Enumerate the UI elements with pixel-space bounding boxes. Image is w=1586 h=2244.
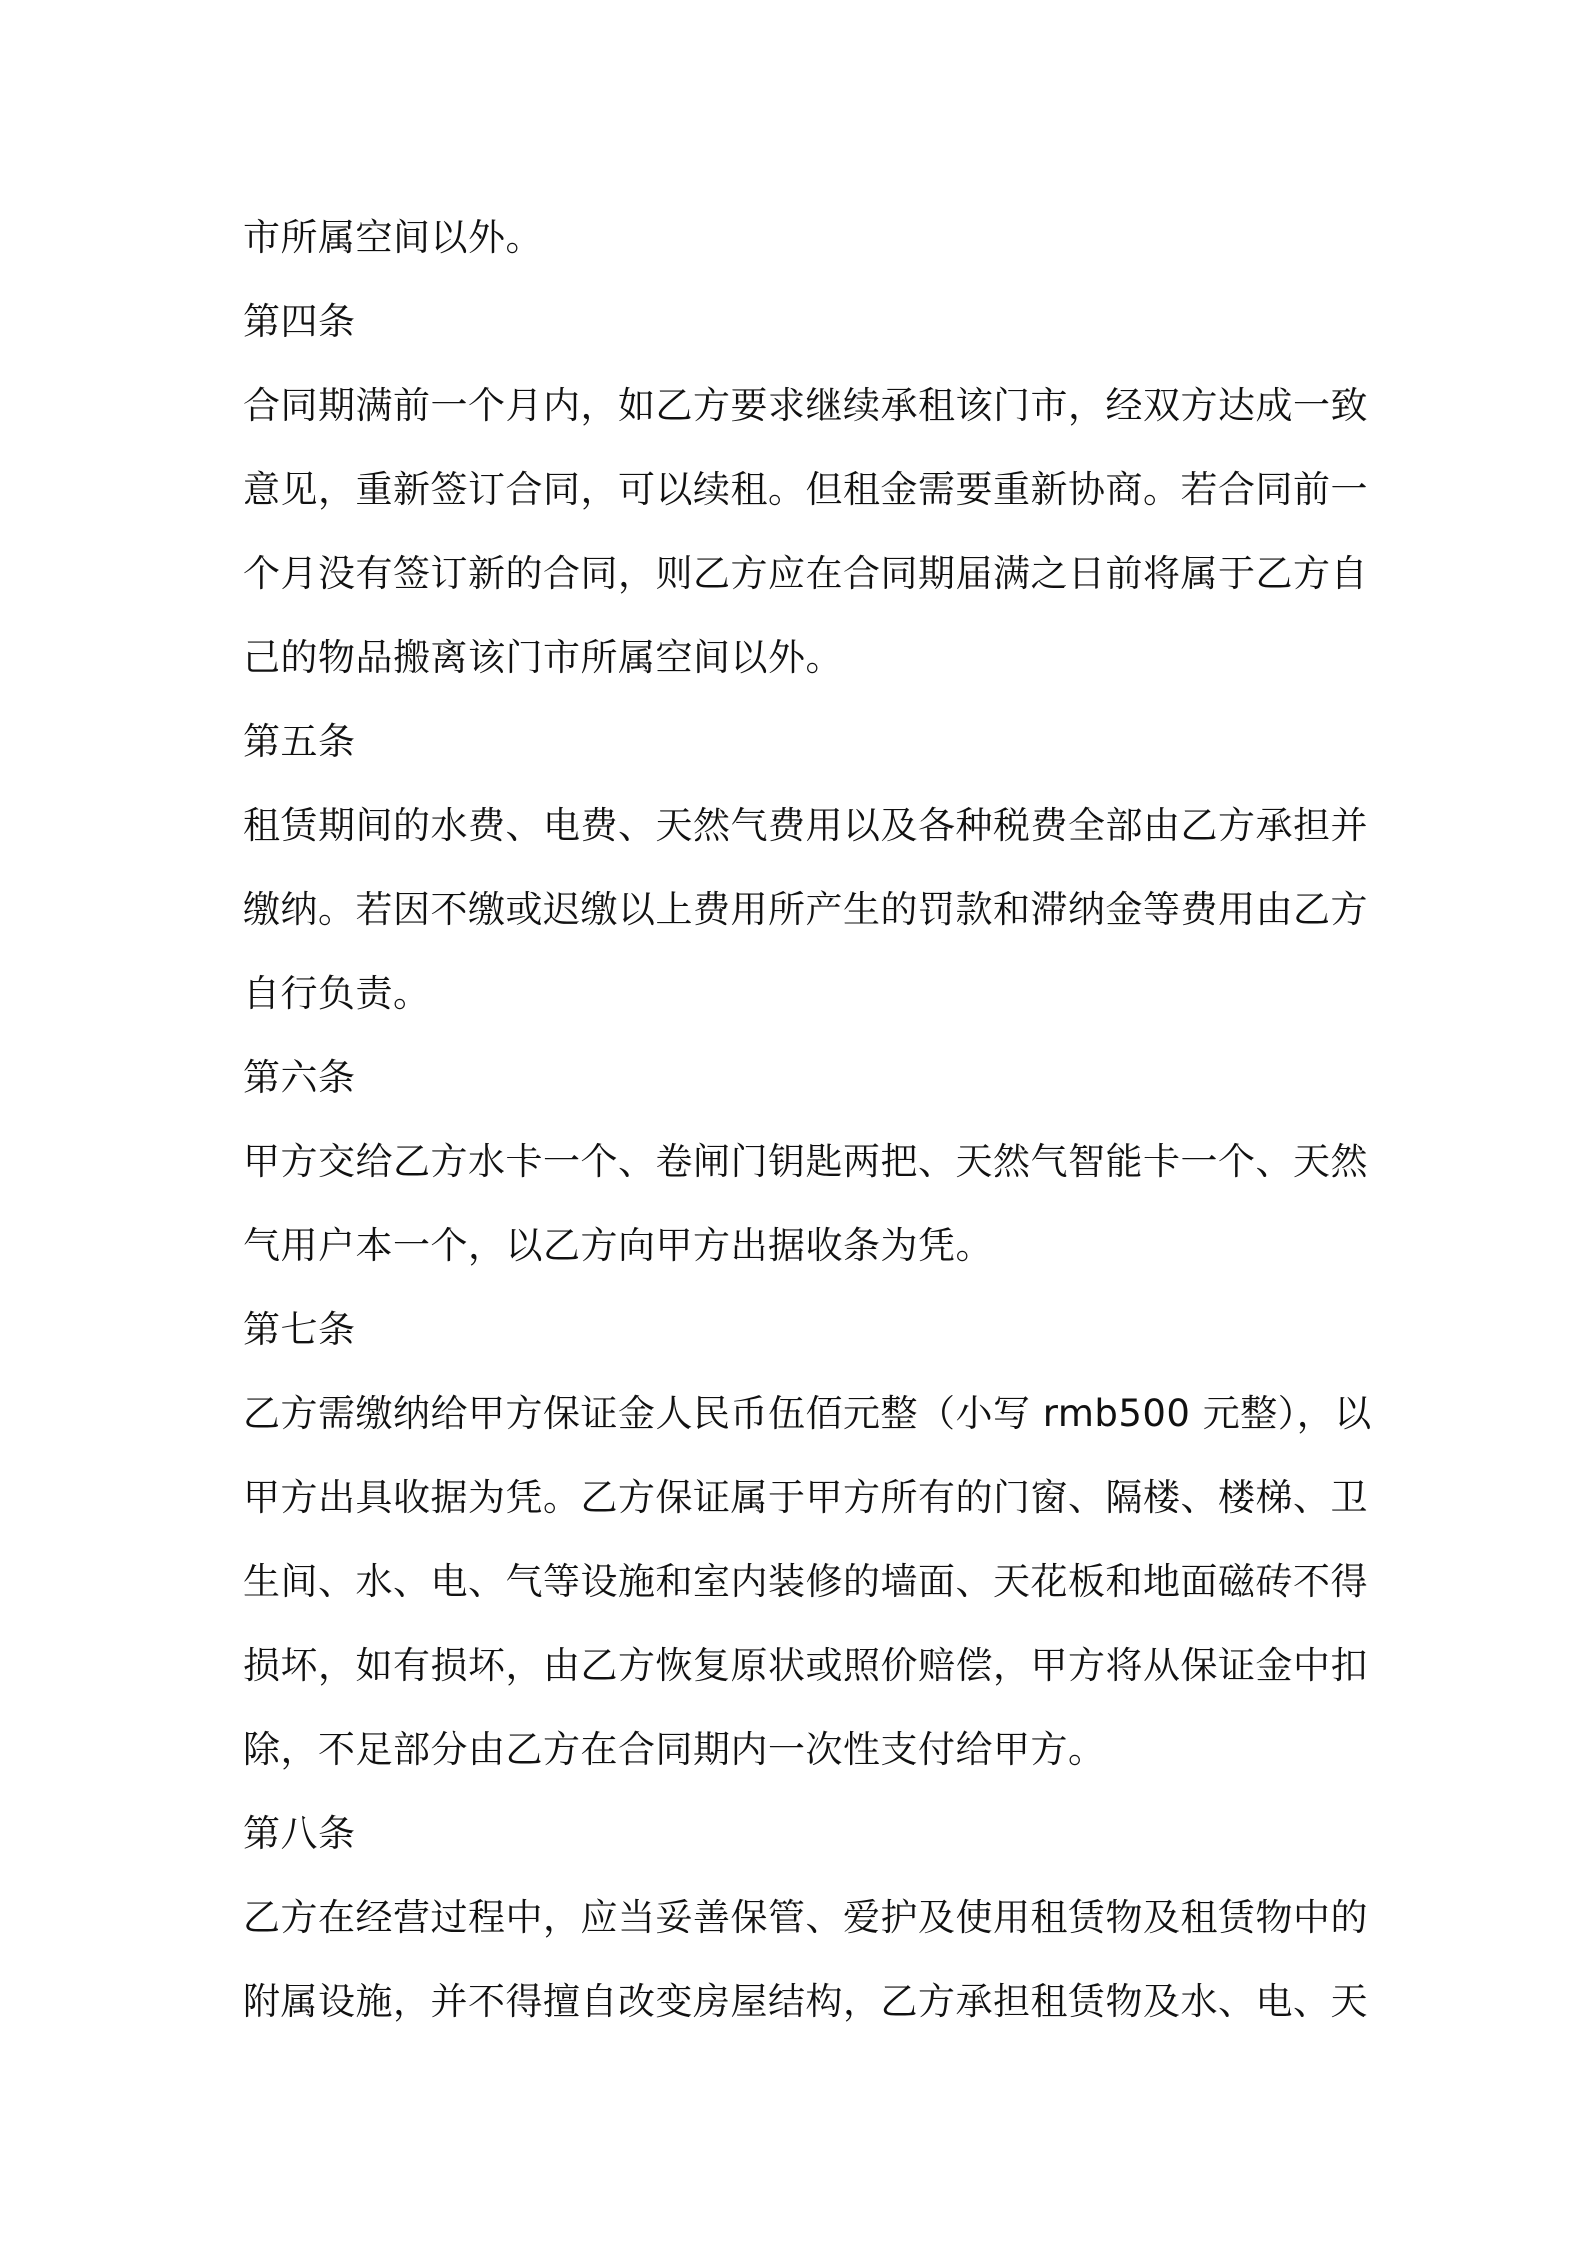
text-line: 乙方需缴纳给甲方保证金人民币伍佰元整（小写 rmb500 元整），以 (243, 1392, 1372, 1435)
text-line: 自行负责。 (243, 972, 431, 1015)
text-line: 合同期满前一个月内，如乙方要求继续承租该门市，经双方达成一致 (243, 384, 1368, 427)
article-heading-7: 第七条 (243, 1308, 356, 1351)
text-line: 个月没有签订新的合同，则乙方应在合同期届满之日前将属于乙方自 (243, 552, 1368, 595)
contract-text (243, 196, 1372, 2044)
text-line: 乙方在经营过程中，应当妥善保管、爱护及使用租赁物及租赁物中的 (243, 1896, 1368, 1939)
text-line: 租赁期间的水费、电费、天然气费用以及各种税费全部由乙方承担并 (243, 804, 1368, 847)
text-line: 甲方交给乙方水卡一个、卷闸门钥匙两把、天然气智能卡一个、天然 (243, 1140, 1368, 1183)
text-line: 缴纳。若因不缴或迟缴以上费用所产生的罚款和滞纳金等费用由乙方 (243, 888, 1368, 931)
text-line: 意见，重新签订合同，可以续租。但租金需要重新协商。若合同前一 (243, 468, 1368, 511)
text-line: 气用户本一个，以乙方向甲方出据收条为凭。 (243, 1224, 993, 1267)
article-heading-4: 第四条 (243, 300, 356, 343)
text-line: 甲方出具收据为凭。乙方保证属于甲方所有的门窗、隔楼、楼梯、卫 (243, 1476, 1368, 1519)
article-heading-5: 第五条 (243, 720, 356, 763)
text-line: 损坏，如有损坏，由乙方恢复原状或照价赔偿，甲方将从保证金中扣 (243, 1644, 1368, 1687)
text-line: 附属设施，并不得擅自改变房屋结构，乙方承担租赁物及水、电、天 (243, 1980, 1368, 2023)
text-line: 己的物品搬离该门市所属空间以外。 (243, 636, 843, 679)
article-heading-8: 第八条 (243, 1812, 356, 1855)
article-heading-6: 第六条 (243, 1056, 356, 1099)
text-line: 生间、水、电、气等设施和室内装修的墙面、天花板和地面磁砖不得 (243, 1560, 1368, 1603)
text-line: 除，不足部分由乙方在合同期内一次性支付给甲方。 (243, 1728, 1106, 1771)
text-line: 市所属空间以外。 (243, 216, 543, 259)
